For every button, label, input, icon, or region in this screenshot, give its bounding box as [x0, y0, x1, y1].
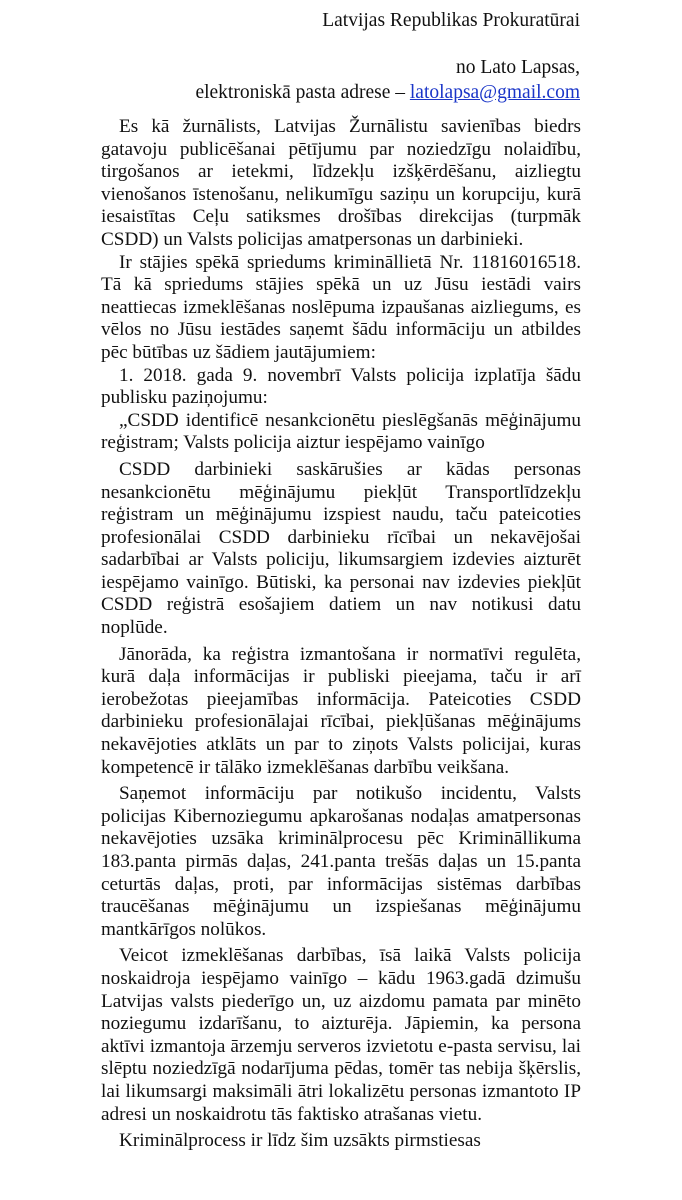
paragraph-quote-title: „CSDD identificē nesankcionētu pieslēgšanās mēģinājumu reģistram; Valsts policija aiztur iespējamo vainīgo: [101, 409, 581, 454]
paragraph-question-1: 1. 2018. gada 9. novembrī Valsts policija izplatīja šādu publisku paziņojumu:: [101, 364, 581, 409]
paragraph-judgment: Ir stājies spēkā spriedums krimināllietā Nr. 11816016518. Tā kā spriedums stājies spēkā un uz Jūsu iestādi vairs neattiecas izmeklēšanas noslēpuma izpaušanas aizliegums, es vēlos no Jūsu iestādes saņemt šādu informāciju un atbildes pēc būtības uz šādiem jautājumiem:: [101, 251, 581, 363]
email-link[interactable]: latolapsa@gmail.com: [409, 82, 580, 103]
email-label: elektroniskā pasta adrese –: [195, 82, 410, 103]
paragraph-quote-2: Jānorāda, ka reģistra izmantošana ir normatīvi regulēta, kurā daļa informācijas ir publiski pieejama, taču ir arī ierobežotas pieejamības informācija. Pateicoties CSDD darbinieku profesionālajai rīcībai, piekļūšanas mēģinājums nekavējoties atklāts un par to ziņots Valsts policijai, kuras kompetencē ir tālāko izmeklēšanas darbību veikšana.: [101, 643, 581, 778]
paragraph-quote-4: Veicot izmeklēšanas darbības, īsā laikā Valsts policija noskaidroja iespējamo vainīgo – kādu 1963.gadā dzimušu Latvijas valsts piederīgo un, uz aizdomu pamata par minēto noziegumu izdarīšanu, to aizturēja. Jāpiemin, ka persona aktīvi izmantoja ārzemju serveros izvietotu e-pasta servisu, lai slēptu noziedzīgā nodarījuma pēdas, tomēr tas nebija šķērslis, lai likumsargi maksimāli ātri lokalizētu personas izmantoto IP adresi un noskaidrotu tās faktisko atrašanas vietu.: [101, 945, 581, 1125]
paragraph-quote-1: CSDD darbinieki saskārušies ar kādas personas nesankcionētu mēģinājumu piekļūt Transportlīdzekļu reģistram un mēģinājumu izspiest naudu, taču pateicoties profesionālai CSDD darbinieku rīcībai un nekavējošai sadarbībai ar Valsts policiju, likumsargiem izdevies aizturēt iespējamo vainīgo. Būtiski, ka personai nav izdevies piekļūt CSDD reģistrā esošajiem datiem un nav notikusi datu noplūde.: [101, 458, 581, 639]
letter-body: [101, 116, 581, 1153]
paragraph-cut-off: Kriminālprocess ir līdz šim uzsākts pirmstiesas: [119, 1130, 481, 1152]
letter-header: [195, 8, 580, 105]
recipient-line: Latvijas Republikas Prokuratūrai: [322, 10, 580, 31]
email-line: [195, 80, 580, 105]
paragraph-intro: Es kā žurnālists, Latvijas Žurnālistu savienības biedrs gatavoju publicēšanai pētījumu par noziedzīgu nolaidību, tirgošanos ar ietekmi, līdzekļu izšķērdēšanu, aizliegtu vienošanos īstenošanu, nelikumīgu saziņu un korupciju, kurā iesaistītas Ceļu satiksmes drošības direkcijas (turpmāk CSDD) un Valsts policijas amatpersonas un darbinieki.: [101, 116, 581, 250]
sender-line: no Lato Lapsas,: [455, 57, 580, 78]
paragraph-quote-3: Saņemot informāciju par notikušo incidentu, Valsts policijas Kibernoziegumu apkarošanas nodaļas amatpersonas nekavējoties uzsāka kriminālprocesu pēc Krimināllikuma 183.panta pirmās daļas, 241.panta trešās daļas un 15.panta ceturtās daļas, proti, par informācijas sistēmas darbības traucēšanas mēģinājumu un izspiešanas mēģinājumu mantkārīgos nolūkos.: [101, 783, 581, 940]
